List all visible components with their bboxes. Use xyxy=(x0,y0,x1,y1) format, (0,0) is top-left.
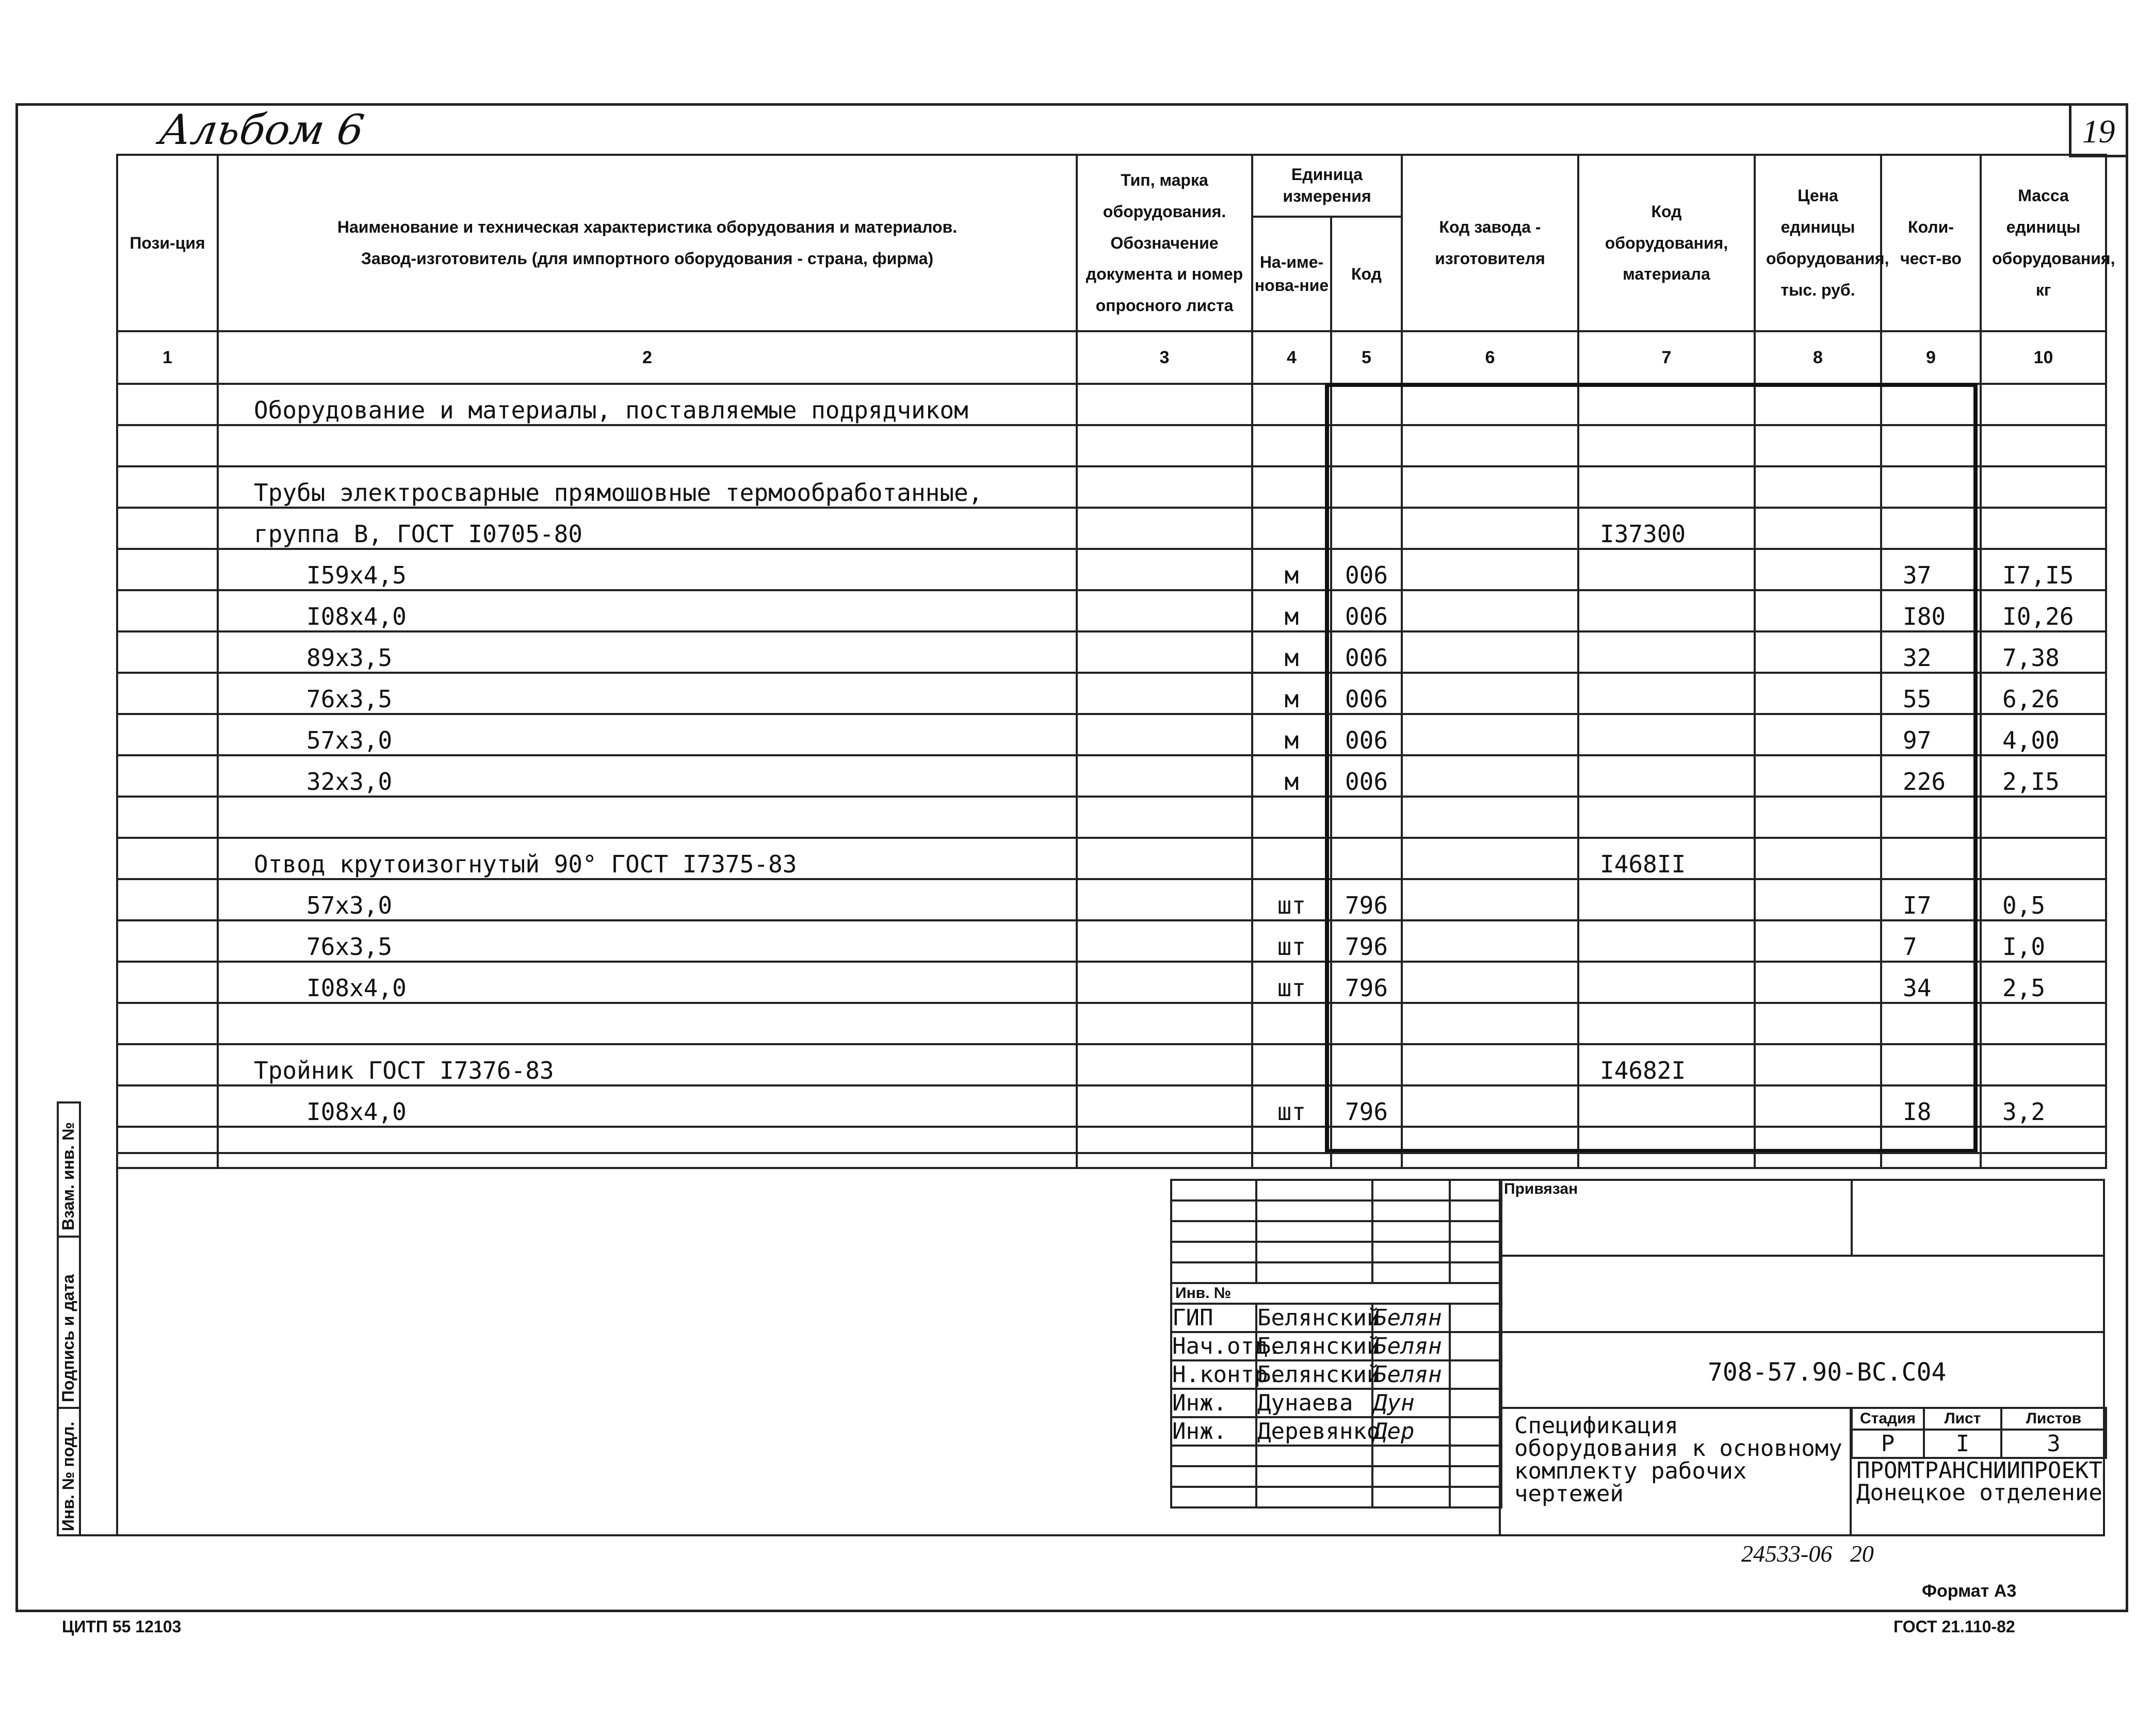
unit-name: м xyxy=(1252,590,1331,631)
sheets-value: 3 xyxy=(2001,1430,2106,1458)
item-name: 57x3,0 xyxy=(218,879,1077,920)
empty-cell xyxy=(1077,1085,1252,1127)
empty-cell xyxy=(1077,508,1252,549)
unit-mass: 4,00 xyxy=(1981,714,2106,755)
signature-row xyxy=(1171,1332,1501,1360)
unit-mass xyxy=(1981,508,2106,549)
person-name: Деревянко xyxy=(1257,1418,1381,1445)
unit-mass: I7,I5 xyxy=(1981,549,2106,590)
empty-cell xyxy=(117,1127,218,1168)
person-role: Нач.отд. xyxy=(1172,1333,1282,1359)
unit-mass: I,0 xyxy=(1981,920,2106,962)
bold-frame-box xyxy=(1325,383,1978,1153)
quantity: I8 xyxy=(1881,1085,1981,1127)
code-divider-top xyxy=(1499,1331,2105,1333)
item-name: Отвод крутоизогнутый 90° ГОСТ I7375-83 xyxy=(218,838,1077,879)
empty-cell xyxy=(1077,590,1252,631)
col-number: 6 xyxy=(1402,331,1578,384)
col-number: 10 xyxy=(1981,331,2106,384)
person-signature: Белян xyxy=(1372,1360,1450,1389)
unit-mass: I0,26 xyxy=(1981,590,2106,631)
empty-cell xyxy=(1077,714,1252,755)
unit-code: 006 xyxy=(1331,590,1402,631)
empty-cell xyxy=(117,755,218,797)
unit-mass xyxy=(1981,1127,2106,1168)
stage-label: Стадия xyxy=(1852,1408,1924,1430)
footer-right: ГОСТ 21.110-82 xyxy=(1893,1617,2015,1636)
unit-code: 006 xyxy=(1331,631,1402,673)
col-number: 2 xyxy=(218,331,1077,384)
empty-cell xyxy=(1450,1417,1501,1446)
empty-cell xyxy=(1450,1360,1501,1389)
unit-name xyxy=(1252,838,1331,879)
col-number: 7 xyxy=(1578,331,1755,384)
unit-code: 006 xyxy=(1331,549,1402,590)
quantity: I80 xyxy=(1881,590,1981,631)
signature-row xyxy=(1171,1417,1501,1446)
equipment-code: I468II xyxy=(1578,838,1755,879)
unit-name xyxy=(1252,384,1331,425)
side-label-inventory: Инв. № подл. xyxy=(59,1421,77,1531)
quantity: I7 xyxy=(1881,879,1981,920)
privyazan-label: Привязан xyxy=(1504,1180,1578,1197)
sheet-value: I xyxy=(1924,1430,2001,1458)
empty-cell xyxy=(117,384,218,425)
unit-name xyxy=(1252,1127,1331,1168)
empty-cell xyxy=(1077,1003,1252,1044)
header-unit: Единица измерения xyxy=(1252,155,1402,217)
unit-code: 006 xyxy=(1331,755,1402,797)
header-unit-code: Код xyxy=(1331,217,1402,331)
table-bottom-line xyxy=(116,1152,2105,1154)
unit-mass: 0,5 xyxy=(1981,879,2106,920)
empty-cell xyxy=(117,1044,218,1085)
signature-row xyxy=(1171,1360,1501,1389)
person-name: Белянский xyxy=(1257,1305,1381,1331)
unit-mass xyxy=(1981,466,2106,508)
stage-table xyxy=(1851,1407,2107,1459)
unit-mass: 7,38 xyxy=(1981,631,2106,673)
side-strip-divider xyxy=(57,1236,81,1238)
unit-name: м xyxy=(1252,755,1331,797)
album-label: Альбом 6 xyxy=(156,106,367,154)
unit-code: 796 xyxy=(1331,879,1402,920)
unit-name: шт xyxy=(1252,879,1331,920)
person-name: Белянский xyxy=(1257,1361,1381,1388)
empty-cell xyxy=(1077,920,1252,962)
empty-cell xyxy=(1077,879,1252,920)
header-unit-name: На-име-нова-ние xyxy=(1252,217,1331,331)
empty-cell xyxy=(1077,755,1252,797)
document-title: Спецификация оборудования к основному комплекту рабочих чертежей xyxy=(1514,1413,1842,1507)
col-number: 3 xyxy=(1077,331,1252,384)
quantity: 32 xyxy=(1881,631,1981,673)
privyazan-vdivider xyxy=(1851,1179,1853,1256)
empty-cell xyxy=(117,962,218,1003)
item-name xyxy=(218,1127,1077,1168)
unit-name: шт xyxy=(1252,962,1331,1003)
header-factory-code: Код завода - изготовителя xyxy=(1402,155,1578,331)
person-role: ГИП xyxy=(1171,1304,1256,1332)
unit-mass: 2,I5 xyxy=(1981,755,2106,797)
person-signature: Белян xyxy=(1372,1304,1450,1332)
item-name xyxy=(218,797,1077,838)
empty-cell xyxy=(1450,1304,1501,1332)
unit-mass: 3,2 xyxy=(1981,1085,2106,1127)
person-name: Белянский xyxy=(1257,1333,1381,1359)
sheets-label: Листов xyxy=(2001,1408,2106,1430)
unit-name: м xyxy=(1252,714,1331,755)
col-number: 5 xyxy=(1331,331,1402,384)
unit-mass xyxy=(1981,797,2106,838)
unit-mass xyxy=(1981,1003,2106,1044)
empty-cell xyxy=(1077,631,1252,673)
col-number: 9 xyxy=(1881,331,1981,384)
empty-cell xyxy=(1077,1127,1252,1168)
unit-name: шт xyxy=(1252,920,1331,962)
item-name: группа В, ГОСТ I0705-80 xyxy=(218,508,1077,549)
empty-cell xyxy=(1077,466,1252,508)
unit-mass xyxy=(1981,838,2106,879)
person-role: Инж. xyxy=(1171,1389,1256,1417)
equipment-code: I37300 xyxy=(1578,508,1755,549)
unit-mass: 6,26 xyxy=(1981,673,2106,714)
item-name: Трубы электросварные прямошовные термообработанные, xyxy=(218,466,1077,508)
privyazan-divider xyxy=(1499,1255,2105,1257)
organization-branch: Донецкое отделение xyxy=(1856,1480,2102,1506)
side-label-replace: Взам. инв. № xyxy=(59,1122,77,1230)
quantity: 34 xyxy=(1881,962,1981,1003)
header-type: Тип, марка оборудования. Обозначение документа и номер опросного листа xyxy=(1077,155,1252,331)
quantity: 37 xyxy=(1881,549,1981,590)
unit-code: 796 xyxy=(1331,1085,1402,1127)
item-name: Оборудование и материалы, поставляемые подрядчиком xyxy=(218,384,1077,425)
col-number: 8 xyxy=(1755,331,1881,384)
unit-name: м xyxy=(1252,549,1331,590)
item-name: I08x4,0 xyxy=(218,1085,1077,1127)
empty-cell xyxy=(117,879,218,920)
empty-cell xyxy=(1077,384,1252,425)
empty-cell xyxy=(117,714,218,755)
empty-cell xyxy=(117,1085,218,1127)
empty-cell xyxy=(117,590,218,631)
unit-name: м xyxy=(1252,631,1331,673)
unit-mass xyxy=(1981,1044,2106,1085)
left-border-line xyxy=(116,1152,118,1536)
equipment-code: I4682I xyxy=(1578,1044,1755,1085)
person-signature: Белян xyxy=(1372,1332,1450,1360)
empty-cell xyxy=(117,425,218,466)
item-name: 76x3,5 xyxy=(218,673,1077,714)
empty-cell xyxy=(117,631,218,673)
side-strip-divider xyxy=(57,1407,81,1409)
quantity: 55 xyxy=(1881,673,1981,714)
header-quantity: Коли-чест-во xyxy=(1881,155,1981,331)
stage-value: Р xyxy=(1852,1430,1924,1458)
item-name: I08x4,0 xyxy=(218,590,1077,631)
empty-cell xyxy=(1077,425,1252,466)
header-equip-code: Код оборудования, материала xyxy=(1578,155,1755,331)
empty-cell xyxy=(1077,797,1252,838)
side-label-signature: Подпись и дата xyxy=(59,1274,77,1402)
item-name: 76x3,5 xyxy=(218,920,1077,962)
document-code: 708-57.90-ВС.С04 xyxy=(1708,1358,1947,1387)
empty-cell xyxy=(117,838,218,879)
person-name: Дунаева xyxy=(1256,1389,1372,1417)
header-mass: Масса единицы оборудования, кг xyxy=(1981,155,2106,331)
unit-name xyxy=(1252,797,1331,838)
unit-code: 006 xyxy=(1331,714,1402,755)
unit-mass xyxy=(1981,384,2106,425)
empty-cell xyxy=(1077,549,1252,590)
unit-code: 796 xyxy=(1331,962,1402,1003)
unit-name xyxy=(1252,1003,1331,1044)
empty-cell xyxy=(1450,1332,1501,1360)
empty-cell xyxy=(117,466,218,508)
inventory-no-label: Инв. № xyxy=(1171,1283,1501,1304)
header-position: Пози-ция xyxy=(117,155,218,331)
person-signature: Дер xyxy=(1372,1417,1450,1446)
empty-cell xyxy=(117,797,218,838)
organization-name: ПРОМТРАНСНИИПРОЕКТ xyxy=(1856,1457,2102,1484)
quantity: 226 xyxy=(1881,755,1981,797)
unit-name: м xyxy=(1252,673,1331,714)
footer-left: ЦИТП 55 12103 xyxy=(62,1617,182,1636)
unit-name: шт xyxy=(1252,1085,1331,1127)
unit-code: 796 xyxy=(1331,920,1402,962)
empty-cell xyxy=(117,508,218,549)
handwritten-number: 24533-06 20 xyxy=(1741,1540,1874,1567)
signature-row xyxy=(1171,1304,1501,1332)
unit-name xyxy=(1252,466,1331,508)
item-name: I08x4,0 xyxy=(218,962,1077,1003)
person-signature: Дун xyxy=(1372,1389,1450,1417)
col-number: 4 xyxy=(1252,331,1331,384)
empty-cell xyxy=(1077,962,1252,1003)
unit-mass xyxy=(1981,425,2106,466)
item-name: Тройник ГОСТ I7376-83 xyxy=(218,1044,1077,1085)
item-name: 57x3,0 xyxy=(218,714,1077,755)
empty-cell xyxy=(117,1003,218,1044)
quantity: 7 xyxy=(1881,920,1981,962)
empty-cell xyxy=(1077,1044,1252,1085)
col-number: 1 xyxy=(117,331,218,384)
header-price: Цена единицы оборудования, тыс. руб. xyxy=(1755,155,1881,331)
empty-cell xyxy=(1077,673,1252,714)
unit-name xyxy=(1252,425,1331,466)
stamp-left-grid xyxy=(1170,1179,1502,1508)
unit-name xyxy=(1252,1044,1331,1085)
unit-code: 006 xyxy=(1331,673,1402,714)
item-name: 89x3,5 xyxy=(218,631,1077,673)
unit-name xyxy=(1252,508,1331,549)
quantity: 97 xyxy=(1881,714,1981,755)
header-name: Наименование и техническая характеристика оборудования и материалов. Завод-изготовитель (для импортного оборудования - страна, фирма) xyxy=(218,155,1077,331)
item-name: 32x3,0 xyxy=(218,755,1077,797)
unit-mass: 2,5 xyxy=(1981,962,2106,1003)
item-name: I59x4,5 xyxy=(218,549,1077,590)
empty-cell xyxy=(117,673,218,714)
signature-row xyxy=(1171,1389,1501,1417)
empty-cell xyxy=(1450,1389,1501,1417)
item-name xyxy=(218,1003,1077,1044)
format-label: Формат А3 xyxy=(1922,1581,2017,1601)
person-role: Н.контр. xyxy=(1172,1361,1282,1388)
sheet-label: Лист xyxy=(1924,1408,2001,1430)
item-name xyxy=(218,425,1077,466)
empty-cell xyxy=(117,920,218,962)
empty-cell xyxy=(117,549,218,590)
sheet-number: 19 xyxy=(2069,103,2128,157)
empty-cell xyxy=(1077,838,1252,879)
person-role: Инж. xyxy=(1171,1417,1256,1446)
